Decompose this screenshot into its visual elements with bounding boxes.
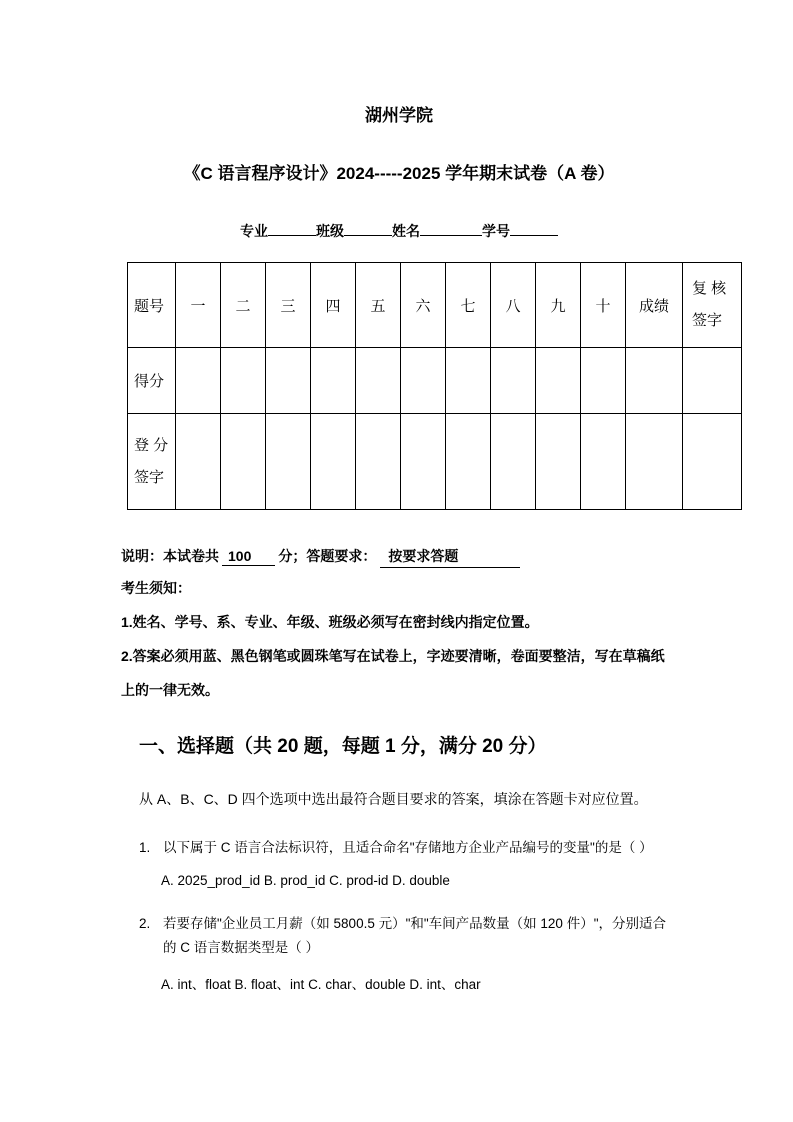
question-1 xyxy=(139,836,679,888)
col-header: 二 xyxy=(221,263,266,348)
question-1-line xyxy=(139,836,679,860)
col-header: 十 xyxy=(581,263,626,348)
corner-cell-label: 题号 xyxy=(128,263,176,348)
blank-studentid xyxy=(510,221,558,236)
question-2-text: 若要存储"企业员工月薪（如 5800.5 元）"和"车间产品数量（如 120 件）"，分别适合的 C 语言数据类型是（ ） xyxy=(163,916,666,955)
statement-middle: 分；答题要求： xyxy=(278,548,377,564)
col-header: 五 xyxy=(356,263,401,348)
statement-prefix: 说明：本试卷共 xyxy=(121,548,219,564)
sign-row-label xyxy=(128,414,176,510)
review-sign-col-header xyxy=(683,263,742,348)
sign-cell xyxy=(221,414,266,510)
notices-title: 考生须知： xyxy=(121,580,191,596)
score-cell xyxy=(491,348,536,414)
field-label-studentid: 学号 xyxy=(482,223,510,239)
sign-row-line2: 签字 xyxy=(134,468,165,486)
score-cell xyxy=(446,348,491,414)
score-cell xyxy=(221,348,266,414)
table-header-row xyxy=(128,263,742,348)
sign-cell xyxy=(311,414,356,510)
question-1-options: A. 2025_prod_id B. prod_id C. prod-id D. double xyxy=(161,873,450,888)
question-2-line xyxy=(139,912,679,960)
question-2-options: A. int、float B. float、int C. char、double D. int、char xyxy=(161,977,481,992)
exam-title: 《C 语言程序设计》2024-----2025 学年期末试卷（A 卷） xyxy=(183,164,615,183)
score-cell xyxy=(581,348,626,414)
sign-cell xyxy=(176,414,221,510)
sign-cell xyxy=(536,414,581,510)
score-cell xyxy=(311,348,356,414)
sign-row xyxy=(128,414,742,510)
total-points-value: 100 xyxy=(222,548,275,566)
col-header: 四 xyxy=(311,263,356,348)
col-header: 七 xyxy=(446,263,491,348)
exam-statement xyxy=(121,546,793,568)
sign-cell xyxy=(491,414,536,510)
score-cell xyxy=(356,348,401,414)
answer-requirement-value: 按要求答题 xyxy=(380,546,520,568)
sign-cell xyxy=(446,414,491,510)
notice-item-1: 1.姓名、学号、系、专业、年级、班级必须写在密封线内指定位置。 xyxy=(121,614,539,630)
col-header: 八 xyxy=(491,263,536,348)
field-label-class: 班级 xyxy=(316,223,344,239)
school-name: 湖州学院 xyxy=(365,106,433,125)
review-line2: 签字 xyxy=(692,312,723,329)
field-label-major: 专业 xyxy=(240,223,268,239)
col-header: 六 xyxy=(401,263,446,348)
section-1-heading: 一、选择题（共 20 题，每题 1 分，满分 20 分） xyxy=(139,736,547,757)
sign-row-line1: 登 分 xyxy=(134,436,169,454)
score-cell xyxy=(266,348,311,414)
sign-cell xyxy=(626,414,683,510)
score-cell xyxy=(536,348,581,414)
sign-cell xyxy=(581,414,626,510)
score-cell xyxy=(683,348,742,414)
candidate-notices xyxy=(121,571,677,707)
blank-name xyxy=(420,221,482,236)
col-header: 三 xyxy=(266,263,311,348)
score-cell xyxy=(401,348,446,414)
question-1-text: 以下属于 C 语言合法标识符，且适合命名"存储地方企业产品编号的变量"的是（ ） xyxy=(163,840,653,855)
sign-cell xyxy=(356,414,401,510)
sign-cell xyxy=(683,414,742,510)
score-cell xyxy=(626,348,683,414)
notice-item-2: 2.答案必须用蓝、黑色钢笔或圆珠笔写在试卷上，字迹要清晰，卷面要整洁，写在草稿纸上的一律无效。 xyxy=(121,648,665,698)
sign-cell xyxy=(266,414,311,510)
score-cell xyxy=(176,348,221,414)
review-line1: 复 核 xyxy=(692,280,727,297)
field-label-name: 姓名 xyxy=(392,223,420,239)
col-header: 九 xyxy=(536,263,581,348)
col-header: 一 xyxy=(176,263,221,348)
score-row xyxy=(128,348,742,414)
score-summary-table xyxy=(127,262,742,510)
blank-major xyxy=(268,221,316,236)
sign-cell xyxy=(401,414,446,510)
student-info-line xyxy=(121,221,677,241)
question-1-number: 1. xyxy=(139,840,151,855)
score-col-header: 成绩 xyxy=(626,263,683,348)
section-1-intro: 从 A、B、C、D 四个选项中选出最符合题目要求的答案，填涂在答题卡对应位置。 xyxy=(139,791,648,807)
score-row-label: 得分 xyxy=(128,348,176,414)
blank-class xyxy=(344,221,392,236)
question-2-number: 2. xyxy=(139,916,151,931)
question-2 xyxy=(139,912,679,993)
